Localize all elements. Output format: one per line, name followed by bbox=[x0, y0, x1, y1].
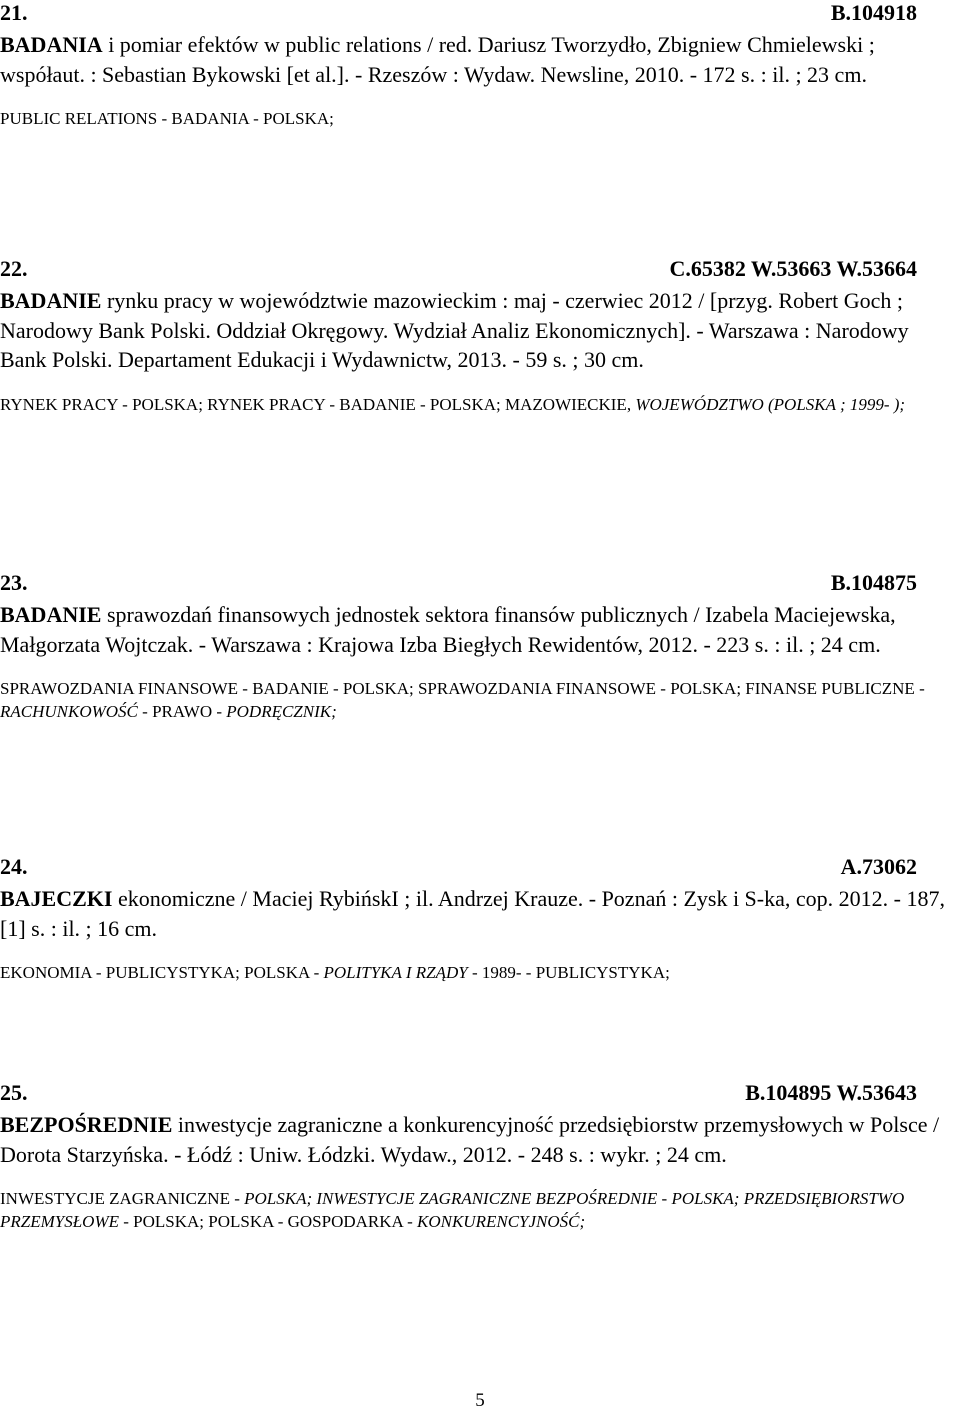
entry-lead-word: BADANIE bbox=[0, 602, 102, 627]
subject-part: EKONOMIA - PUBLICYSTYKA; POLSKA - bbox=[0, 963, 324, 982]
call-number: B.104895 W.53643 bbox=[745, 1080, 917, 1105]
subject-part: INWESTYCJE ZAGRANICZNE - bbox=[0, 1189, 245, 1208]
entry-number: 21. bbox=[0, 0, 28, 25]
entry-header bbox=[0, 854, 960, 884]
subject-headings bbox=[0, 107, 960, 130]
entry-bibliographic-text: sprawozdań finansowych jednostek sektora finansów publicznych / Izabela Maciejewska, Małgorzata Wojtczak. - Warszawa : Krajowa Izba Biegłych Rewidentów, 2012. - 223 s. : il. ; 24 cm. bbox=[0, 602, 896, 657]
entry-header bbox=[0, 1080, 960, 1110]
entry-21 bbox=[0, 0, 960, 130]
subject-part-italic: POLITYKA I RZĄDY bbox=[323, 963, 468, 982]
subject-part: RYNEK PRACY - POLSKA; RYNEK PRACY - BADANIE - POLSKA; MAZOWIECKIE, bbox=[0, 394, 636, 414]
subject-part: - POLSKA; POLSKA - GOSPODARKA - bbox=[119, 1212, 418, 1231]
subject-part: - 1989- - PUBLICYSTYKA; bbox=[467, 963, 670, 982]
entry-23 bbox=[0, 570, 960, 723]
entry-description bbox=[0, 1110, 960, 1169]
entry-lead-word: BADANIA bbox=[0, 32, 103, 57]
call-number: C.65382 W.53663 W.53664 bbox=[669, 256, 917, 281]
entry-description bbox=[0, 884, 960, 943]
subject-headings bbox=[0, 1187, 960, 1233]
call-number: B.104918 bbox=[830, 0, 917, 25]
entry-header bbox=[0, 570, 960, 600]
subject-part: PUBLIC RELATIONS - BADANIA - POLSKA; bbox=[0, 109, 334, 128]
entry-number: 23. bbox=[0, 570, 28, 595]
subject-part-italic: PODRĘCZNIK; bbox=[226, 702, 337, 721]
entry-header bbox=[0, 256, 960, 286]
entry-lead-word: BADANIE bbox=[0, 288, 102, 313]
subject-part-italic: WOJEWÓDZTWO (POLSKA ; 1999- ); bbox=[635, 394, 906, 414]
subject-part-italic: RACHUNKOWOŚĆ bbox=[0, 702, 138, 721]
subject-headings bbox=[0, 961, 960, 984]
entry-number: 24. bbox=[0, 854, 28, 879]
call-number: A.73062 bbox=[840, 854, 917, 879]
entry-25 bbox=[0, 1080, 960, 1233]
entry-header bbox=[0, 0, 960, 30]
entry-lead-word: BAJECZKI bbox=[0, 886, 113, 911]
entry-description bbox=[0, 600, 960, 659]
entry-bibliographic-text: ekonomiczne / Maciej RybińskI ; il. Andrzej Krauze. - Poznań : Zysk i S-ka, cop. 2012. - 187, [1] s. : il. ; 16 cm. bbox=[0, 886, 945, 941]
entry-number: 25. bbox=[0, 1080, 28, 1105]
subject-part: SPRAWOZDANIA FINANSOWE - BADANIE - POLSKA; SPRAWOZDANIA FINANSOWE - POLSKA; FINANSE PUBLICZNE - bbox=[0, 679, 925, 698]
subject-headings bbox=[0, 393, 960, 416]
entry-number: 22. bbox=[0, 256, 28, 281]
page-number: 5 bbox=[475, 1390, 485, 1411]
subject-part-italic: POLSKA; INWESTYCJE ZAGRANICZNE BEZPOŚREDNIE - POLSKA; PRZEDSIĘBIORSTWO PRZEMYSŁOWE bbox=[0, 1189, 905, 1231]
subject-part-italic: KONKURENCYJNOŚĆ; bbox=[417, 1212, 586, 1231]
entry-lead-word: BEZPOŚREDNIE bbox=[0, 1112, 173, 1137]
entry-22 bbox=[0, 256, 960, 416]
entry-bibliographic-text: rynku pracy w województwie mazowieckim : maj - czerwiec 2012 / [przyg. Robert Goch ; Narodowy Bank Polski. Oddział Okręgowy. Wydział Analiz Ekonomicznych]. - Warszawa : Narodowy Bank Polski. Departament Edukacji i Wydawnictw, 2013. - 59 s. ; 30 cm. bbox=[0, 288, 909, 372]
entry-24 bbox=[0, 854, 960, 984]
entry-description bbox=[0, 30, 960, 89]
entry-bibliographic-text: inwestycje zagraniczne a konkurencyjność przedsiębiorstw przemysłowych w Polsce / Dorota Starzyńska. - Łódź : Uniw. Łódzki. Wydaw., 2012. - 248 s. : wykr. ; 24 cm. bbox=[0, 1112, 940, 1167]
entry-bibliographic-text: i pomiar efektów w public relations / red. Dariusz Tworzydło, Zbigniew Chmielewski ; współaut. : Sebastian Bykowski [et al.]. - Rzeszów : Wydaw. Newsline, 2010. - 172 s. : il. ; 23 cm. bbox=[0, 32, 875, 87]
subject-headings bbox=[0, 677, 960, 723]
entry-description bbox=[0, 286, 960, 375]
call-number: B.104875 bbox=[830, 570, 917, 595]
subject-part: - PRAWO - bbox=[137, 702, 227, 721]
